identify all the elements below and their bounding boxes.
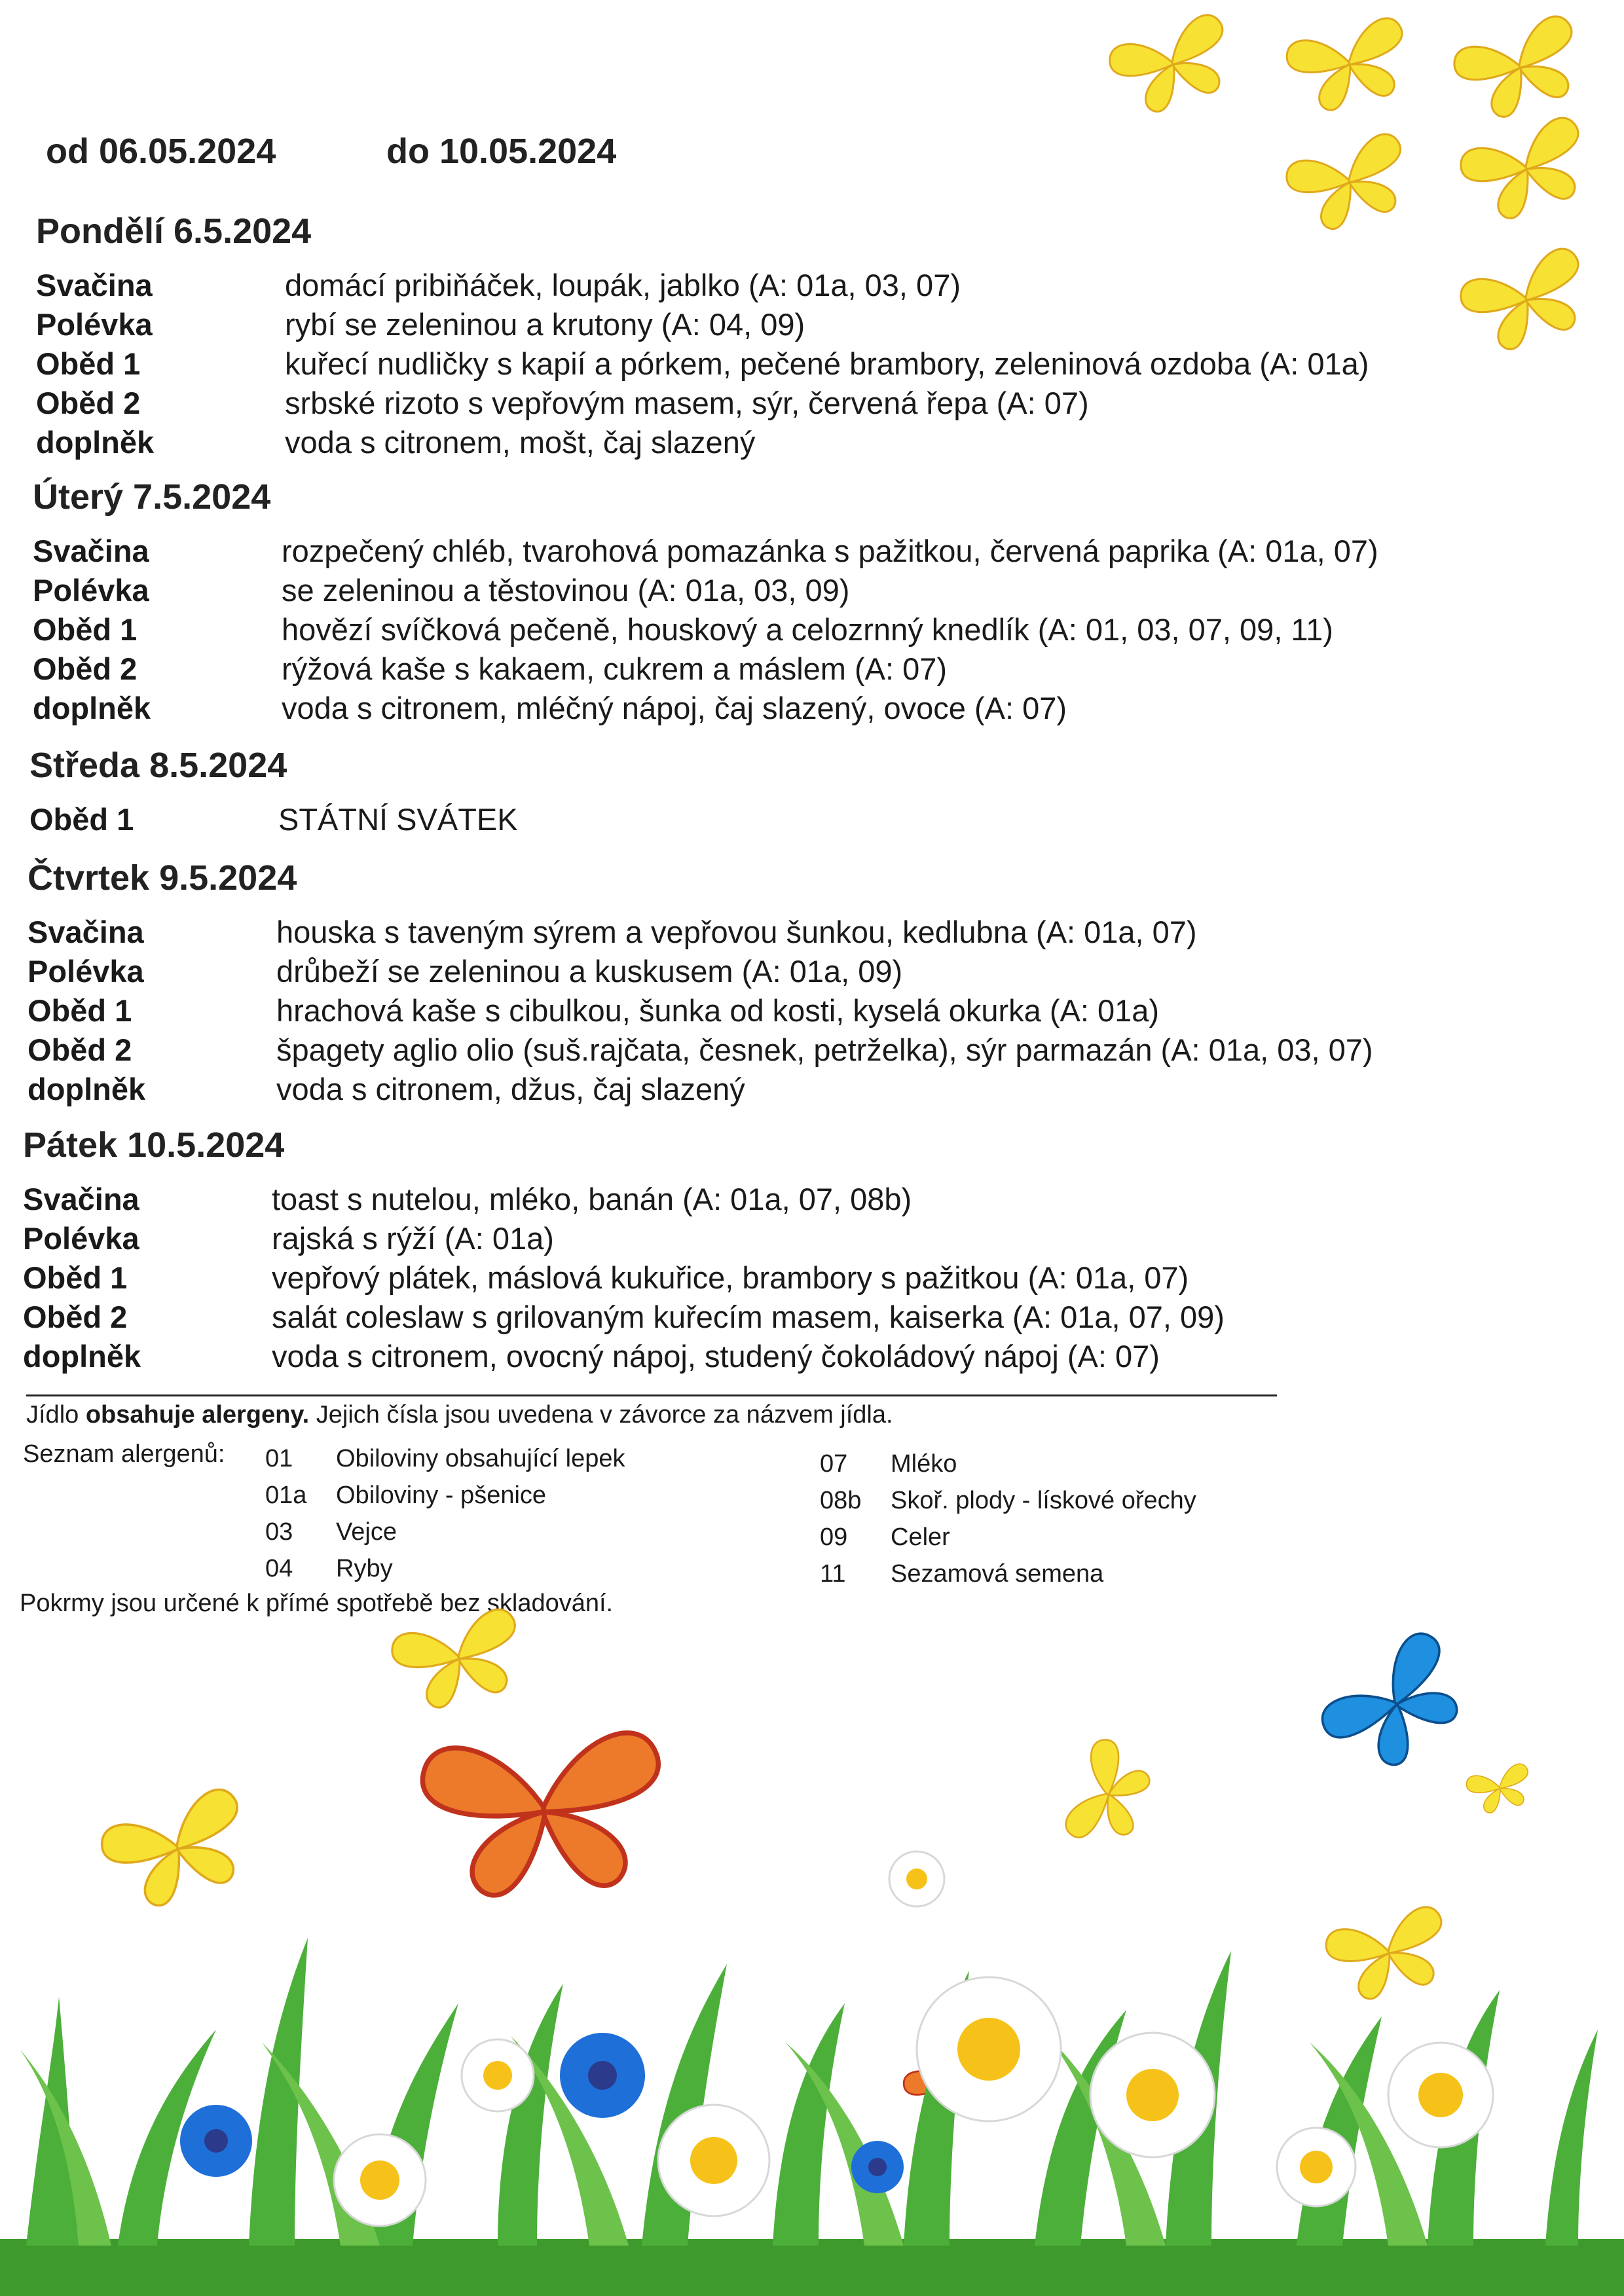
meal-label: Oběd 2 (23, 1300, 128, 1334)
allergen-name: Sezamová semena (891, 1560, 1104, 1588)
meal-label: doplněk (28, 1072, 146, 1106)
day-title: Pondělí 6.5.2024 (36, 211, 312, 251)
meal-text: houska s taveným sýrem a vepřovou šunkou, kedlubna (A: 01a, 07) (276, 915, 1197, 949)
allergen-code: 01 (265, 1445, 293, 1472)
meal-text: hovězí svíčková pečeně, houskový a celozrnný knedlík (A: 01, 03, 07, 09, 11) (282, 612, 1333, 647)
notice-bold: obsahuje alergeny. (85, 1401, 310, 1429)
footer-note: Pokrmy jsou určené k přímé spotřebě bez skladování. (20, 1590, 614, 1617)
meal-label: doplněk (36, 425, 155, 460)
notice-text: Jejich čísla jsou uvedena v závorce za názvem jídla. (309, 1401, 893, 1429)
meal-text: hrachová kaše s cibulkou, šunka od kosti, kyselá okurka (A: 01a) (276, 993, 1160, 1028)
meal-label: Polévka (28, 954, 144, 989)
allergen-code: 08b (820, 1487, 862, 1514)
allergen-code: 03 (265, 1518, 293, 1546)
meal-text: rajská s rýží (A: 01a) (272, 1221, 554, 1256)
day-title: Úterý 7.5.2024 (33, 477, 271, 517)
allergen-code: 04 (265, 1555, 293, 1582)
meal-text: voda s citronem, mošt, čaj slazený (285, 425, 756, 460)
meal-label: Oběd 1 (29, 802, 134, 837)
meal-text: vepřový plátek, máslová kukuřice, brambory s pažitkou (A: 01a, 07) (272, 1260, 1189, 1295)
meal-text: toast s nutelou, mléko, banán (A: 01a, 07, 08b) (272, 1182, 912, 1216)
meal-label: Svačina (28, 915, 144, 949)
allergen-name: Mléko (891, 1450, 957, 1478)
meal-text: rozpečený chléb, tvarohová pomazánka s pažitkou, červená paprika (A: 01a, 07) (282, 534, 1378, 568)
meal-label: Svačina (36, 268, 153, 302)
meal-label: Oběd 2 (36, 386, 141, 420)
meal-text: salát coleslaw s grilovaným kuřecím masem, kaiserka (A: 01a, 07, 09) (272, 1300, 1225, 1334)
meal-text: se zeleninou a těstovinou (A: 01a, 03, 09) (282, 573, 850, 608)
allergen-name: Obiloviny obsahující lepek (336, 1445, 625, 1472)
day-title: Středa 8.5.2024 (29, 746, 287, 785)
allergen-code: 01a (265, 1482, 307, 1509)
meal-text: drůbeží se zeleninou a kuskusem (A: 01a, 09) (276, 954, 903, 989)
allergen-name: Obiloviny - pšenice (336, 1482, 547, 1509)
day-title: Čtvrtek 9.5.2024 (28, 858, 297, 898)
meal-label: Oběd 1 (28, 993, 132, 1028)
date-to: do 10.05.2024 (386, 132, 617, 171)
allergen-name: Vejce (336, 1518, 397, 1546)
meal-text: špagety aglio olio (suš.rajčata, česnek, petrželka), sýr parmazán (A: 01a, 03, 07) (276, 1032, 1373, 1067)
meal-label: Polévka (36, 307, 153, 342)
meal-text: rýžová kaše s kakaem, cukrem a máslem (A: 07) (282, 651, 948, 686)
meal-text: domácí pribiňáček, loupák, jablko (A: 01a, 03, 07) (285, 268, 961, 302)
meal-text: voda s citronem, ovocný nápoj, studený čokoládový nápoj (A: 07) (272, 1339, 1160, 1374)
meal-text: srbské rizoto s vepřovým masem, sýr, červená řepa (A: 07) (285, 386, 1089, 420)
meal-text: STÁTNÍ SVÁTEK (278, 802, 518, 837)
meal-label: Oběd 1 (23, 1260, 128, 1295)
blue-butterfly-icon (1315, 1626, 1481, 1787)
meal-text: voda s citronem, džus, čaj slazený (276, 1072, 745, 1106)
date-from: od 06.05.2024 (46, 132, 276, 171)
meal-text: kuřecí nudličky s kapií a pórkem, pečené brambory, zeleninová ozdoba (A: 01a) (285, 346, 1369, 381)
meal-label: doplněk (23, 1339, 141, 1374)
allergen-code: 07 (820, 1450, 848, 1478)
allergen-name: Ryby (336, 1555, 393, 1582)
meal-label: Oběd 2 (28, 1032, 132, 1067)
meal-label: Oběd 1 (33, 612, 138, 647)
meal-label: Polévka (23, 1221, 139, 1256)
meal-label: Svačina (33, 534, 149, 568)
allergen-name: Celer (891, 1523, 950, 1551)
meal-label: Polévka (33, 573, 149, 608)
allergen-list-label: Seznam alergenů: (23, 1440, 225, 1468)
meal-label: doplněk (33, 691, 151, 725)
notice-text: Jídlo (26, 1401, 86, 1429)
meal-label: Svačina (23, 1182, 139, 1216)
meal-label: Oběd 1 (36, 346, 141, 381)
allergen-code: 09 (820, 1523, 848, 1551)
meal-text: voda s citronem, mléčný nápoj, čaj slazený, ovoce (A: 07) (282, 691, 1067, 725)
allergen-name: Skoř. plody - lískové ořechy (891, 1487, 1196, 1514)
meal-label: Oběd 2 (33, 651, 138, 686)
day-title: Pátek 10.5.2024 (23, 1125, 285, 1165)
allergen-code: 11 (820, 1560, 846, 1588)
meal-text: rybí se zeleninou a krutony (A: 04, 09) (285, 307, 805, 342)
